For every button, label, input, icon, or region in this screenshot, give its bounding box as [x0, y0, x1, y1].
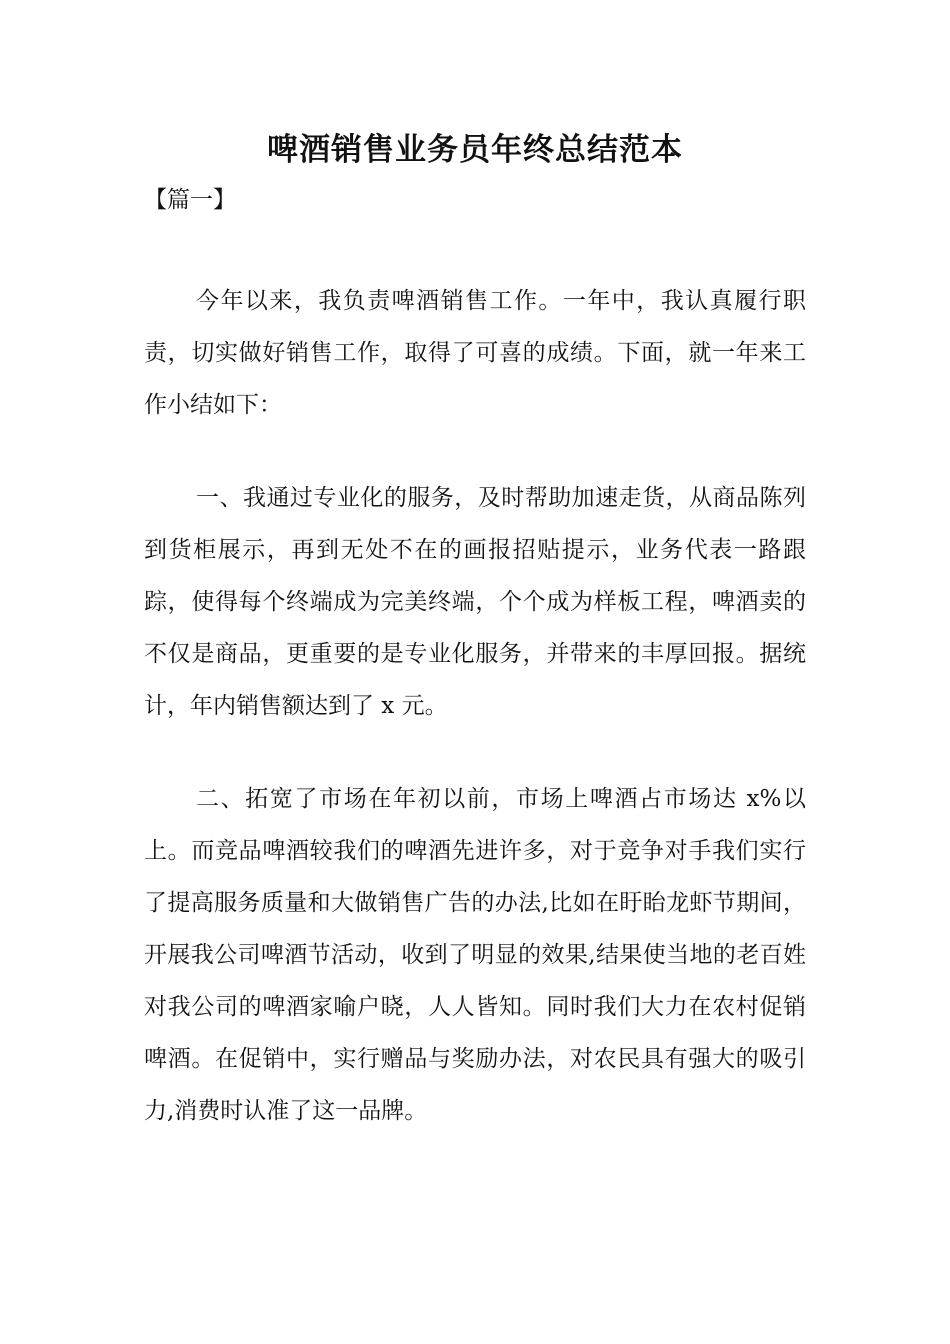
- paragraph-intro: 今年以来，我负责啤酒销售工作。一年中，我认真履行职责，切实做好销售工作，取得了可喜的成绩。下面，就一年来工作小结如下：: [144, 288, 806, 418]
- document-title: 啤酒销售业务员年终总结范本: [267, 132, 683, 168]
- paragraph-point-two: 二、拓宽了市场在年初以前，市场上啤酒占市场达 x%以上。而竞品啤酒较我们的啤酒先进许多，对于竞争对手我们实行了提高服务质量和大做销售广告的办法,比如在盱眙龙虾节期间，开展我公司啤酒节活动，收到了明显的效果,结果使当地的老百姓对我公司的啤酒家喻户晓，人人皆知。同时我们大力在农村促销啤酒。在促销中，实行赠品与奖励办法，对农民具有强大的吸引力,消费时认准了这一品牌。: [144, 786, 806, 1124]
- paragraph-point-one: 一、我通过专业化的服务，及时帮助加速走货，从商品陈列到货柜展示，再到无处不在的画报招贴提示，业务代表一路跟踪，使得每个终端成为完美终端，个个成为样板工程，啤酒卖的不仅是商品，更重要的是专业化服务，并带来的丰厚回报。据统计，年内销售额达到了 x 元。: [144, 485, 806, 719]
- section-label: 【篇一】: [144, 187, 236, 213]
